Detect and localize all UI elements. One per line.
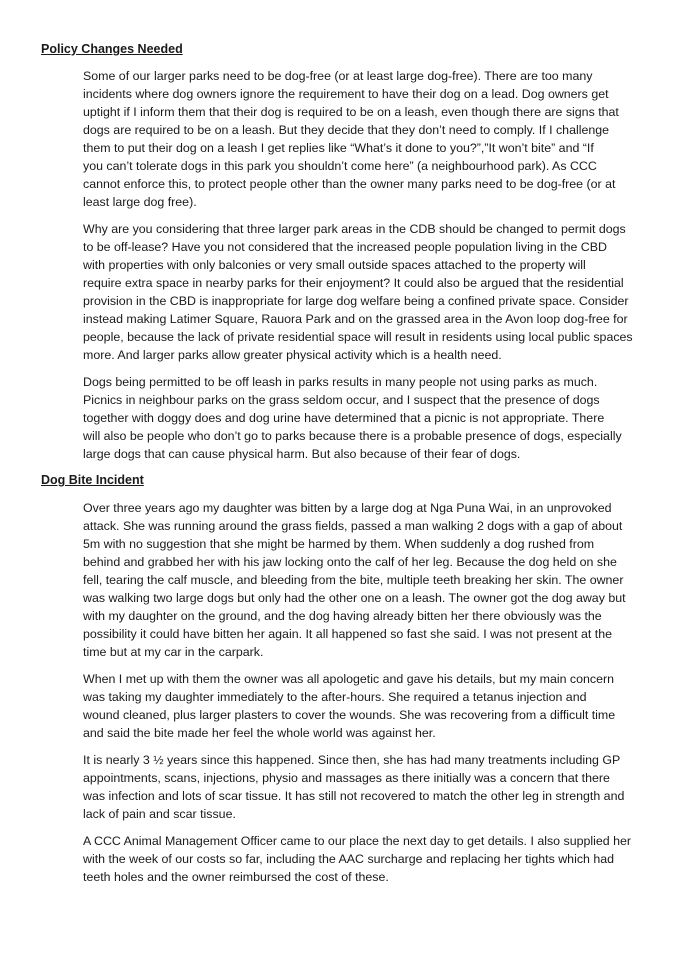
section-heading-policy-changes: Policy Changes Needed — [41, 42, 183, 56]
text-line: together with doggy does and dog urine have determined that a picnic is not appropriate. There — [83, 411, 605, 426]
text-line: lack of pain and scar tissue. — [83, 807, 236, 822]
paragraph — [83, 67, 643, 211]
text-line: A CCC Animal Management Officer came to our place the next day to get details. I also supplied her — [83, 834, 632, 848]
text-line: provision in the CBD is inappropriate for large dog welfare being a confined private space. Consider — [83, 294, 629, 309]
text-line: was infection and lots of scar tissue. It has still not recovered to match the other leg in strength and — [83, 789, 625, 804]
text-line: 5m with no suggestion that she might be harmed by them. When suddenly a dog rushed from — [83, 537, 595, 552]
text-line: It is nearly 3 ½ years since this happened. Since then, she has had many treatments including GP — [83, 753, 621, 767]
text-line: instead making Latimer Square, Rauora Park and on the grassed area in the Avon loop dog-free for — [83, 312, 628, 327]
text-line: possibility it could have bitten her again. It all happened so fast she said. I was not present at the — [83, 627, 612, 642]
text-line: dogs are required to be on a leash. But they decide that they don’t need to comply. If I challenge — [83, 123, 610, 138]
text-line: Dogs being permitted to be off leash in parks results in many people not using parks as much. — [83, 375, 598, 389]
text-line: teeth holes and the owner reimbursed the cost of these. — [83, 870, 389, 885]
text-line: was walking two large dogs but only had the other one on a leash. The owner got the dog away but — [83, 591, 626, 606]
text-line: was taking my daughter immediately to the after-hours. She required a tetanus injection and — [83, 690, 587, 705]
text-line: cannot enforce this, to protect people other than the owner many parks need to be dog-free (or at — [83, 177, 616, 192]
text-line: appointments, scans, injections, physio and massages as there initially was a concern that there — [83, 771, 610, 786]
text-line: with the week of our costs so far, including the AAC surcharge and replacing her tights which had — [83, 852, 615, 867]
text-line: attack. She was running around the grass fields, passed a man walking 2 dogs with a gap of about — [83, 519, 623, 534]
paragraph — [83, 751, 643, 823]
text-line: time but at my car in the carpark. — [83, 645, 264, 660]
paragraph — [83, 670, 643, 742]
text-line: Why are you considering that three larger park areas in the CDB should be changed to permit dogs — [83, 222, 626, 236]
text-line: and said the bite made her feel the whole world was against her. — [83, 726, 436, 741]
text-line: with properties with only balconies or very small outside spaces attached to the property will — [83, 258, 586, 273]
text-line: fell, tearing the calf muscle, and bleeding from the bite, multiple teeth breaking her skin. The owner — [83, 573, 624, 588]
text-line: wound cleaned, plus larger plasters to cover the wounds. She was recovering from a difficult time — [83, 708, 616, 723]
text-line: When I met up with them the owner was all apologetic and gave his details, but my main concern — [83, 672, 615, 686]
paragraph — [83, 220, 643, 364]
text-line: behind and grabbed her with his jaw locking onto the calf of her leg. Because the dog held on she — [83, 555, 617, 570]
text-line: you can’t tolerate dogs in this park you shouldn’t come here” (a neighbourhood park). As CCC — [83, 159, 597, 174]
text-line: uptight if I inform them that their dog is required to be on a leash, even though there are signs that — [83, 105, 619, 120]
paragraph — [83, 373, 643, 463]
text-line: Picnics in neighbour parks on the grass seldom occur, and I suspect that the presence of dogs — [83, 393, 600, 408]
text-line: Some of our larger parks need to be dog-free (or at least large dog-free). There are too many — [83, 69, 593, 83]
text-line: with my daughter on the ground, and the dog having already bitten her there obviously was the — [83, 609, 602, 624]
text-line: people, because the lack of private residential space will result in residents using local public spaces — [83, 330, 633, 345]
paragraph — [83, 499, 643, 661]
text-line: them to put their dog on a leash I get replies like “What’s it done to you?”,”It won’t bite” and “If — [83, 141, 594, 156]
text-line: will also be people who don’t go to parks because there is a probable presence of dogs, especially — [83, 429, 622, 444]
section-heading-dog-bite-incident: Dog Bite Incident — [41, 473, 144, 487]
text-line: more. And larger parks allow greater physical activity which is a health need. — [83, 348, 502, 363]
text-line: require extra space in nearby parks for their enjoyment? It could also be argued that the residential — [83, 276, 624, 291]
text-line: least large dog free). — [83, 195, 197, 210]
text-line: to be off-lease? Have you not considered that the increased people population living in the CBD — [83, 240, 607, 255]
text-line: Over three years ago my daughter was bitten by a large dog at Nga Puna Wai, in an unprovoked — [83, 501, 612, 515]
paragraph — [83, 832, 643, 886]
text-line: large dogs that can cause physical harm. But also because of their fear of dogs. — [83, 447, 521, 462]
text-line: incidents where dog owners ignore the requirement to have their dog on a lead. Dog owners get — [83, 87, 609, 102]
